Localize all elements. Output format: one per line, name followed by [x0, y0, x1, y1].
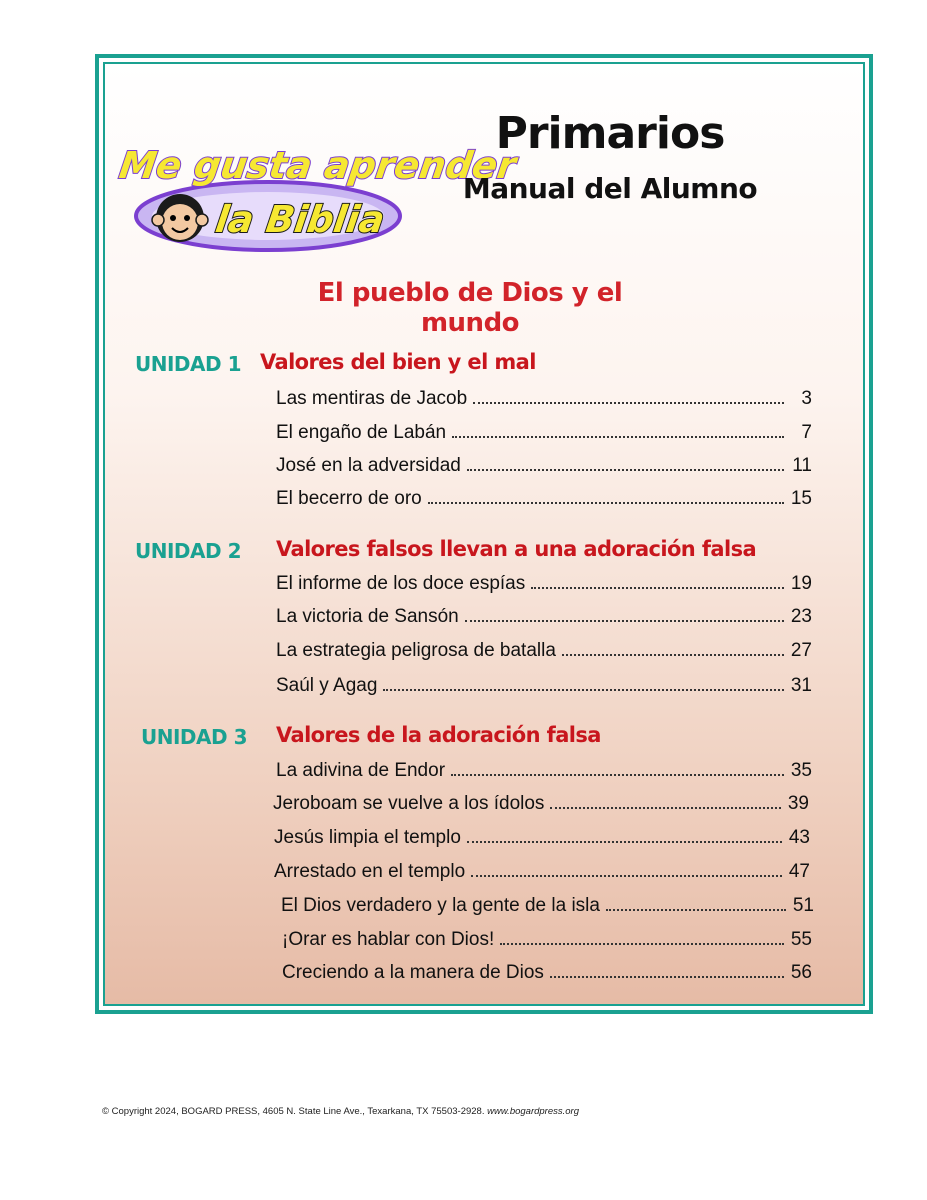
toc-entry [276, 675, 812, 701]
lesson-title: El Dios verdadero y la gente de la isla [281, 895, 600, 916]
page-number: 11 [792, 455, 812, 476]
unit-title: Valores falsos llevan a una adoración falsa [276, 537, 757, 561]
logo-line-1: Me gusta aprender [116, 143, 519, 187]
lesson-title: Jeroboam se vuelve a los ídolos [273, 793, 545, 814]
page-number: 19 [790, 573, 812, 594]
page-number: 23 [790, 606, 812, 627]
dot-leader [451, 760, 784, 776]
page-number: 43 [788, 827, 810, 848]
lesson-title: Saúl y Agag [276, 675, 378, 696]
lesson-title: El engaño de Labán [276, 422, 447, 443]
toc-entry [276, 388, 812, 414]
toc-entry [282, 929, 812, 955]
toc-entry [273, 793, 809, 819]
toc-entry [276, 573, 812, 599]
dot-leader [465, 606, 784, 622]
lesson-title: Arrestado en el templo [274, 861, 466, 882]
logo-line-2: la Biblia [213, 197, 388, 241]
page-number: 27 [790, 640, 812, 661]
lesson-title: Jesús limpia el templo [274, 827, 461, 848]
website-link[interactable]: www.bogardpress.org [487, 1106, 580, 1117]
toc-entry [276, 422, 812, 448]
book-title: El pueblo de Dios y el mundo [317, 278, 623, 338]
copyright-text: © Copyright 2024, BOGARD PRESS, 4605 N. State Line Ave., Texarkana, TX 75503-2928. [102, 1106, 485, 1117]
dot-leader [467, 827, 782, 843]
copyright-notice [102, 1106, 579, 1117]
dot-leader [550, 793, 781, 809]
page-number: 3 [801, 388, 812, 409]
toc-entry [274, 861, 810, 887]
page-number: 35 [790, 760, 812, 781]
page-number: 15 [790, 488, 812, 509]
unit-title: Valores de la adoración falsa [276, 723, 601, 747]
dot-leader [383, 675, 784, 691]
lesson-title: ¡Orar es hablar con Dios! [282, 929, 495, 950]
toc-entry [276, 488, 812, 514]
page-number: 55 [790, 929, 812, 950]
page-number: 39 [787, 793, 809, 814]
lesson-title: José en la adversidad [276, 455, 461, 476]
page-number: 56 [790, 962, 812, 983]
dot-leader [606, 895, 786, 911]
lesson-title: El informe de los doce espías [276, 573, 526, 594]
lesson-title: Creciendo a la manera de Dios [282, 962, 544, 983]
dot-leader [467, 455, 784, 471]
page-title: Primarios [495, 108, 725, 159]
dot-leader [562, 640, 784, 656]
lesson-title: La victoria de Sansón [276, 606, 459, 627]
lesson-title: El becerro de oro [276, 488, 422, 509]
dot-leader [531, 573, 784, 589]
page-number: 47 [788, 861, 810, 882]
toc-entry [281, 895, 814, 921]
toc-entry [274, 827, 810, 853]
lesson-title: La adivina de Endor [276, 760, 446, 781]
toc-entry [276, 760, 812, 786]
lesson-title: La estrategia peligrosa de batalla [276, 640, 556, 661]
unit-title: Valores del bien y el mal [260, 350, 536, 374]
dot-leader [471, 861, 782, 877]
toc-entry [282, 962, 812, 988]
toc-entry [276, 455, 812, 481]
dot-leader [473, 388, 784, 404]
page-subtitle: Manual del Alumno [462, 172, 758, 205]
unit-label: UNIDAD 1 [135, 352, 241, 376]
page-number: 7 [801, 422, 812, 443]
lesson-title: Las mentiras de Jacob [276, 388, 468, 409]
me-gusta-aprender-logo [116, 120, 519, 260]
page-number: 51 [792, 895, 814, 916]
dot-leader [452, 422, 784, 438]
dot-leader [428, 488, 784, 504]
dot-leader [550, 962, 784, 978]
page-number: 31 [790, 675, 812, 696]
unit-label: UNIDAD 2 [135, 539, 241, 563]
toc-entry [276, 640, 812, 666]
unit-label: UNIDAD 3 [141, 725, 247, 749]
toc-entry [276, 606, 812, 632]
dot-leader [500, 929, 784, 945]
